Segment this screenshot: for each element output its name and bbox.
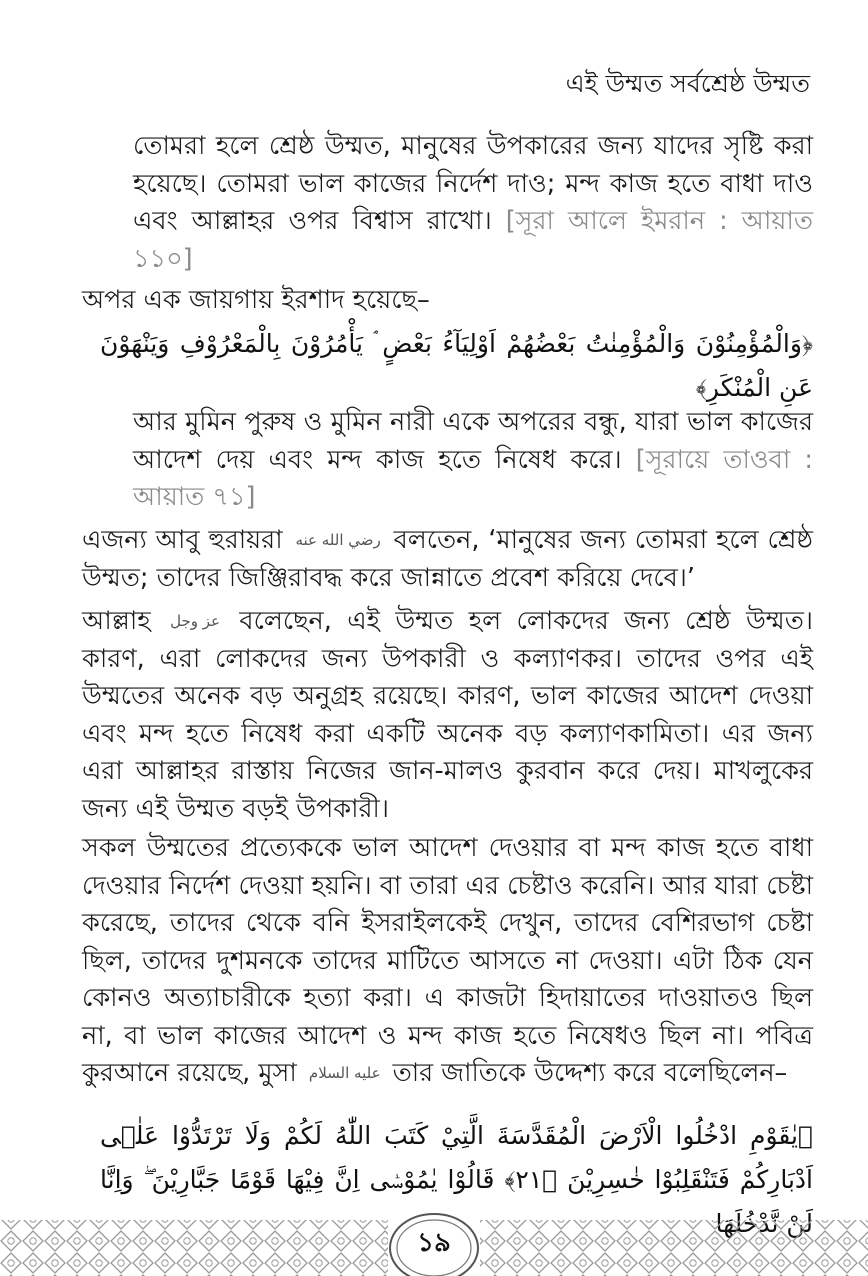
paragraph-text: তার জাতিকে উদ্দেশ্য করে বলেছিলেন– (384, 1058, 788, 1088)
intro-line: অপর এক জায়গায় ইরশাদ হয়েছে– (82, 285, 430, 315)
allah-says-paragraph (82, 603, 813, 828)
quran-translation-tawbah (133, 404, 813, 517)
translation-text: আর মুমিন পুরুষ ও মুমিন নারী একে অপরের বন্ধু, যারা ভাল কাজের আদেশ দেয় এবং মন্দ কাজ হতে নিষেধ করে। (133, 407, 813, 475)
quran-translation-imran (133, 128, 813, 278)
running-header: এই উম্মত সর্বশ্রেষ্ঠ উম্মত (565, 69, 810, 98)
abu-hurayrah-paragraph (82, 522, 813, 597)
verse-reference: [সূরায়ে তাওবা : আয়াত ৭১] (133, 444, 813, 512)
paragraph-text: আল্লাহ (82, 606, 167, 636)
arabic-verse-tawbah: ﴿وَالْمُؤْمِنُوْنَ وَالْمُؤْمِنٰتُ بَعْضُهُمْ اَوْلِيَآءُ بَعْضٍ ۘ يَأْمُرُوْنَ بِالْمَعْرُوْفِ وَيَنْهَوْنَ عَنِ الْمُنْكَرِ﴾ (100, 329, 813, 402)
honorific-calligraphy: عليه السلام (308, 1064, 381, 1083)
verse-reference: [সূরা আলে ইমরান : আয়াত ১১০] (133, 206, 813, 274)
translation-text: তোমরা হলে শ্রেষ্ঠ উম্মত, মানুষের উপকারের জন্য যাদের সৃষ্টি করা হয়েছে। তোমরা ভাল কাজের নির্দেশ দাও; মন্দ কাজ হতে বাধা দাও এবং আল্লাহর ওপর বিশ্বাস রাখো। (133, 131, 813, 236)
paragraph-text: বলতেন, ‘মানুষের জন্য তোমরা হলে শ্রেষ্ঠ উম্মত; তাদের জিঞ্জিরাবদ্ধ করে জান্নাতে প্রবেশ করিয়ে দেবে।’ (82, 525, 813, 593)
page-number: ১৯ (417, 1228, 451, 1258)
paragraph-text: বলেছেন, এই উম্মত হল লোকদের জন্য শ্রেষ্ঠ উম্মত। কারণ, এরা লোকদের জন্য উপকারী ও কল্যাণকর। তাদের ওপর এই উম্মতের অনেক বড় অনুগ্রহ রয়েছে। কারণ, ভাল কাজের আদেশ দেওয়া এবং মন্দ হতে নিষেধ করা একটি অনেক বড় কল্যাণকামিতা। এর জন্য এরা আল্লাহর রাস্তায় নিজের জান-মালও কুরবান করে দেয়। মাখলুকের জন্য এই উম্মত বড়ই উপকারী। (82, 606, 813, 824)
honorific-calligraphy: رضي الله عنه (295, 531, 381, 550)
arabic-verse-maidah: ﴿يٰقَوْمِ ادْخُلُوا الْاَرْضَ الْمُقَدَّسَةَ الَّتِيْ كَتَبَ اللّٰهُ لَكُمْ وَلَا تَرْتَدُّوْا عَلٰۤى اَدْبَارِكُمْ فَتَنْقَلِبُوْا خٰسِرِيْنَ ﴿۲۱﴾ قَالُوْا يٰمُوْسٰۤى اِنَّ فِيْهَا قَوْمًا جَبَّارِيْنَ ۖ وَاِنَّا (100, 1121, 813, 1194)
ummah-paragraph (82, 830, 813, 1093)
paragraph-text: সকল উম্মতের প্রত্যেককে ভাল আদেশ দেওয়ার বা মন্দ কাজ হতে বাধা দেওয়ার নির্দেশ দেওয়া হয়নি। বা তারা এর চেষ্টাও করেনি। আর যারা চেষ্টা করেছে, তাদের থেকে বনি ইসরাইলকেই দেখুন, তাদের বেশিরভাগ চেষ্টা ছিল, তাদের দুশমনকে তাদের মাটিতে আসতে না দেওয়া। এটা ঠিক যেন কোনও অত্যাচারীকে হত্যা করা। এ কাজটা হিদায়াতের দাওয়াতও ছিল না, বা ভাল কাজের আদেশ ও মন্দ কাজ হতে নিষেধও ছিল না। পবিত্র কুরআনে রয়েছে, মুসা (82, 833, 813, 1088)
honorific-calligraphy: عز وجل (170, 612, 220, 631)
paragraph-text: এজন্য আবু হুরায়রা (82, 525, 292, 555)
